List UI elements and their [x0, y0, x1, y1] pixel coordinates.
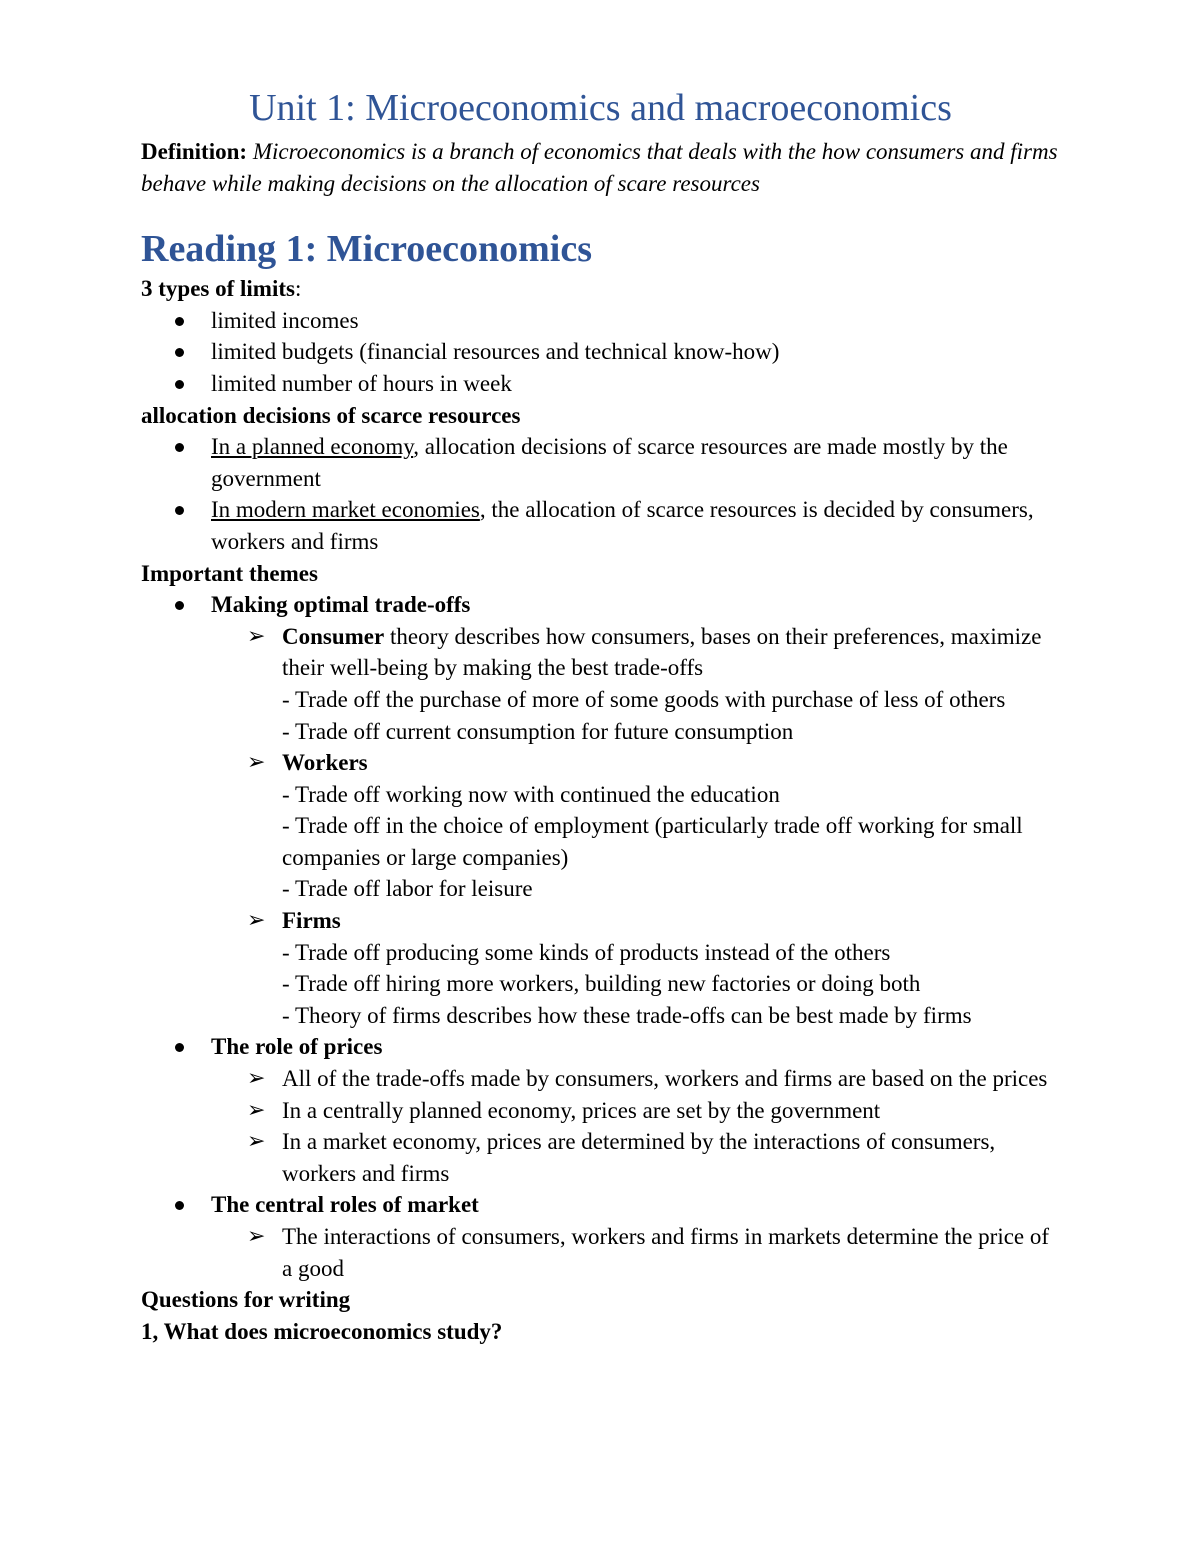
limits-list [141, 305, 1060, 400]
bullet-icon [175, 601, 184, 610]
sublist-item [211, 1126, 1060, 1189]
sublist-item [211, 1221, 1060, 1284]
arrow-bullet-icon: ➢ [247, 1129, 266, 1155]
list-item [141, 1189, 1060, 1284]
definition-text: Microeconomics is a branch of economics that deals with the how consumers and firms behave while making decisions on the allocation of scare resources [141, 139, 1058, 196]
list-item-text: limited number of hours in week [211, 370, 512, 396]
definition-label: Definition: [141, 139, 248, 164]
list-item [141, 368, 1060, 400]
arrow-bullet-icon: ➢ [247, 1097, 266, 1123]
prices-sublist [211, 1063, 1060, 1189]
list-item-lead: In a planned economy [211, 434, 414, 460]
detail-line: - Trade off current consumption for future consumption [282, 718, 794, 744]
themes-list [141, 589, 1060, 1284]
detail-line: - Trade off producing some kinds of products instead of the others [282, 939, 891, 965]
theme-label: Making optimal trade-offs [211, 592, 471, 618]
theme-label: The role of prices [211, 1034, 383, 1060]
limits-colon: : [294, 276, 302, 302]
theme-label: The central roles of market [211, 1192, 479, 1218]
limits-heading-line [141, 273, 1060, 305]
detail-line: - Trade off working now with continued the education [282, 781, 780, 807]
bullet-icon [175, 443, 184, 452]
sublist-item [211, 1063, 1060, 1095]
detail-line: - Trade off labor for leisure [282, 876, 533, 902]
sublist-item-lead: Consumer [282, 623, 385, 649]
definition [141, 136, 1060, 199]
bullet-icon [175, 1201, 184, 1210]
arrow-bullet-icon: ➢ [247, 623, 266, 649]
detail-line: - Theory of firms describes how these trade-offs can be best made by firms [282, 1002, 972, 1028]
arrow-bullet-icon: ➢ [247, 908, 266, 934]
questions-heading: Questions for writing [141, 1287, 351, 1313]
limits-heading: 3 types of limits [141, 276, 295, 302]
list-item [141, 336, 1060, 368]
arrow-bullet-icon: ➢ [247, 1224, 266, 1249]
trade-offs-sublist [211, 621, 1060, 1032]
sublist-item [211, 905, 1060, 1031]
sublist-item [211, 747, 1060, 905]
list-item [141, 589, 1060, 1031]
list-item-text: limited incomes [211, 307, 359, 333]
detail-line: - Trade off hiring more workers, building new factories or doing both [282, 971, 921, 997]
list-item-text: limited budgets (financial resources and technical know-how) [211, 339, 780, 365]
themes-heading: Important themes [141, 560, 318, 586]
list-item-lead: In modern market economies [211, 497, 480, 523]
list-item [141, 494, 1060, 557]
market-sublist [211, 1221, 1060, 1284]
sublist-item-text: In a centrally planned economy, prices are set by the government [282, 1097, 881, 1123]
list-item-text: , the allocation of scarce resources is decided by consumers, workers and firms [211, 497, 1034, 554]
allocation-heading: allocation decisions of scarce resources [141, 402, 521, 428]
page-title: Unit 1: Microeconomics and macroeconomics [249, 87, 952, 129]
list-item [141, 431, 1060, 494]
reading-heading: Reading 1: Microeconomics [141, 228, 592, 271]
bullet-icon [175, 380, 184, 389]
list-item [141, 1031, 1060, 1189]
sublist-item-text: In a market economy, prices are determined by the interactions of consumers, workers and firms [282, 1129, 996, 1186]
list-item [141, 305, 1060, 337]
sublist-item-text: All of the trade-offs made by consumers, workers and firms are based on the prices [282, 1066, 1048, 1092]
bullet-icon [175, 1043, 184, 1052]
detail-line: - Trade off in the choice of employment (particularly trade off working for small companies or large companies) [282, 813, 1023, 870]
sublist-item-lead: Workers [282, 750, 368, 776]
bullet-icon [175, 348, 184, 357]
arrow-bullet-icon: ➢ [247, 1066, 266, 1092]
sublist-item-text: theory describes how consumers, bases on their preferences, maximize their well-being by making the best trade-offs [282, 623, 1042, 681]
sublist-item-lead: Firms [282, 908, 341, 934]
sublist-item-text: The interactions of consumers, workers and firms in markets determine the price of a good [282, 1224, 1050, 1281]
bullet-icon [175, 317, 184, 326]
sublist-item [211, 621, 1060, 747]
list-item-text: , allocation decisions of scarce resources are made mostly by the government [211, 434, 1008, 491]
arrow-bullet-icon: ➢ [247, 750, 266, 776]
question-1: 1, What does microeconomics study? [141, 1318, 503, 1344]
sublist-item [211, 1095, 1060, 1127]
bullet-icon [175, 506, 184, 515]
allocation-list [141, 431, 1060, 557]
detail-line: - Trade off the purchase of more of some goods with purchase of less of others [282, 686, 1006, 712]
